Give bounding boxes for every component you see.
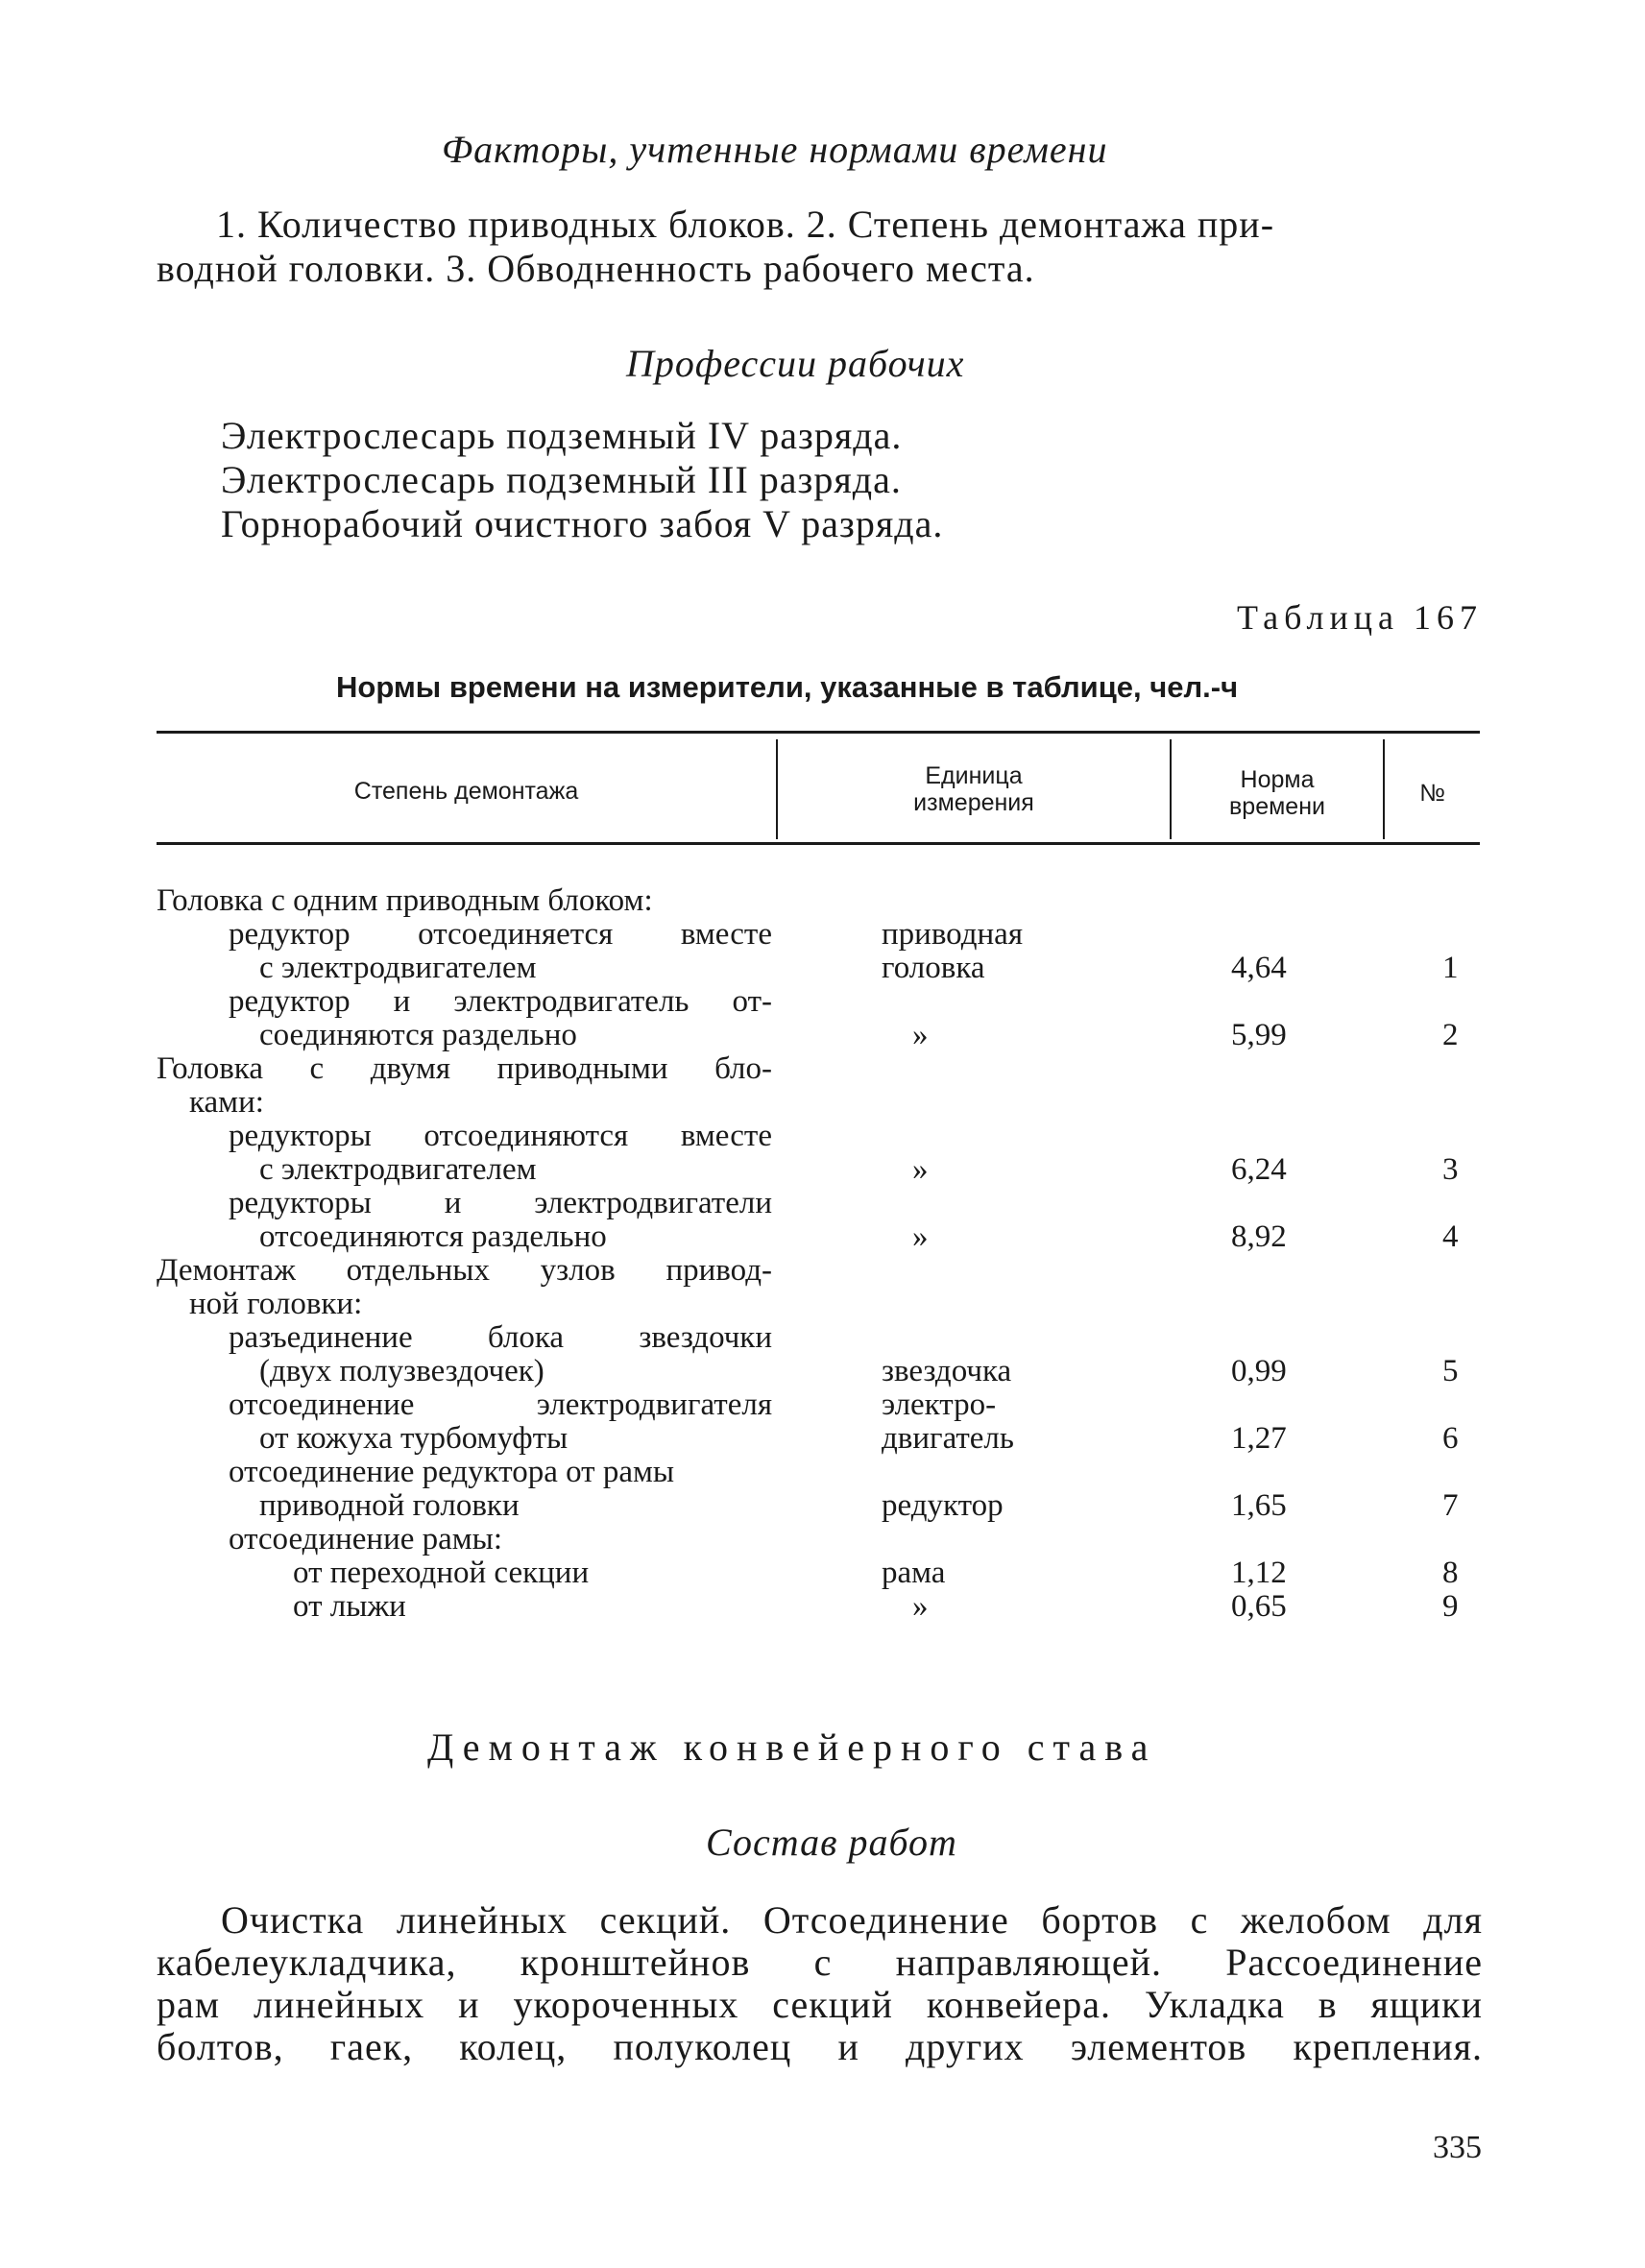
table-desc-line: редукторы отсоединяются вместе xyxy=(229,1119,772,1153)
table-norm: 1,65 xyxy=(1231,1488,1287,1523)
factors-line-1: 1. Количество приводных блоков. 2. Степень демонтажа при- xyxy=(216,203,1275,246)
profession-item: Горнорабочий очистного забоя V разряда. xyxy=(221,502,944,545)
table-unit: редуктор xyxy=(882,1488,1004,1523)
header-degree: Степень демонтажа xyxy=(353,778,579,805)
table-num: 6 xyxy=(1442,1421,1459,1456)
header-norm-line-2: времени xyxy=(1229,793,1325,820)
table-desc-line: от лыжи xyxy=(293,1589,406,1624)
section-paragraph-line: Очистка линейных секций. Отсоединение бортов с желобом для xyxy=(221,1898,1483,1942)
section-paragraph-line: болтов, гаек, колец, полуколец и других элементов крепления. xyxy=(157,2025,1483,2068)
table-top-rule xyxy=(157,731,1480,734)
table-desc-line: редуктор отсоединяется вместе xyxy=(229,917,772,952)
page-number: 335 xyxy=(1433,2130,1482,2165)
table-desc-line: отсоединение электродвигателя xyxy=(229,1387,772,1422)
table-desc-line: приводной головки xyxy=(259,1488,520,1523)
table-desc-line: (двух полузвездочек) xyxy=(259,1354,544,1388)
table-norm: 8,92 xyxy=(1231,1219,1287,1254)
table-num: 9 xyxy=(1442,1589,1459,1624)
table-desc-line: ками: xyxy=(189,1085,264,1120)
table-caption: Нормы времени на измерители, указанные в таблице, чел.-ч xyxy=(336,670,1239,704)
table-num: 1 xyxy=(1442,951,1459,985)
profession-item: Электрослесарь подземный III разряда. xyxy=(221,458,902,501)
table-norm: 0,65 xyxy=(1231,1589,1287,1624)
table-norm: 0,99 xyxy=(1231,1354,1287,1388)
table-desc-line: с электродвигателем xyxy=(259,1152,537,1187)
table-desc-line: редукторы и электродвигатели xyxy=(229,1186,772,1220)
table-label: Таблица 167 xyxy=(1237,598,1483,637)
table-desc-line: редуктор и электродвигатель от- xyxy=(229,984,772,1019)
table-desc-line: с электродвигателем xyxy=(259,951,537,985)
table-unit: » xyxy=(912,1152,929,1187)
table-desc-line: ной головки: xyxy=(189,1287,363,1321)
profession-item: Электрослесарь подземный IV разряда. xyxy=(221,414,903,457)
table-desc-line: разъединение блока звездочки xyxy=(229,1320,772,1355)
table-desc-line: Головка с двумя приводными бло- xyxy=(157,1051,772,1086)
table-desc-line: от переходной секции xyxy=(293,1556,590,1590)
factors-heading: Факторы, учтенные нормами времени xyxy=(442,128,1108,171)
section-title: Демонтаж конвейерного става xyxy=(427,1725,1157,1769)
section-paragraph-line: кабелеукладчика, кронштейнов с направляющей. Рассоединение xyxy=(157,1941,1483,1984)
table-unit: головка xyxy=(882,951,985,985)
header-num: № xyxy=(1419,780,1445,807)
factors-line-2: водной головки. 3. Обводненность рабочего места. xyxy=(157,247,1035,290)
header-norm-line-1: Норма xyxy=(1240,766,1315,793)
table-norm: 1,12 xyxy=(1231,1556,1287,1590)
table-unit: рама xyxy=(882,1556,946,1590)
header-unit-line-2: измерения xyxy=(913,789,1034,816)
table-num: 7 xyxy=(1442,1488,1459,1523)
section-subheading: Состав работ xyxy=(706,1821,957,1864)
table-norm: 6,24 xyxy=(1231,1152,1287,1187)
table-num: 3 xyxy=(1442,1152,1459,1187)
table-norm: 4,64 xyxy=(1231,951,1287,985)
table-desc-line: отсоединение рамы: xyxy=(229,1522,502,1556)
table-desc-line: отсоединяются раздельно xyxy=(259,1219,607,1254)
table-unit: звездочка xyxy=(882,1354,1012,1388)
table-unit: » xyxy=(912,1589,929,1624)
table-norm: 5,99 xyxy=(1231,1018,1287,1052)
table-desc-line: отсоединение редуктора от рамы xyxy=(229,1455,675,1489)
header-unit-line-1: Единица xyxy=(925,762,1023,789)
table-desc-line: от кожуха турбомуфты xyxy=(259,1421,568,1456)
table-header-rule xyxy=(157,842,1480,845)
table-unit: электро- xyxy=(882,1387,997,1422)
table-unit: » xyxy=(912,1018,929,1052)
table-num: 5 xyxy=(1442,1354,1459,1388)
table-desc-line: Демонтаж отдельных узлов привод- xyxy=(157,1253,772,1288)
table-unit: приводная xyxy=(882,917,1024,952)
table-num: 2 xyxy=(1442,1018,1459,1052)
table-num: 8 xyxy=(1442,1556,1459,1590)
section-paragraph-line: рам линейных и укороченных секций конвейера. Укладка в ящики xyxy=(157,1983,1483,2026)
professions-heading: Профессии рабочих xyxy=(626,342,965,385)
table-norm: 1,27 xyxy=(1231,1421,1287,1456)
table-unit: двигатель xyxy=(882,1421,1014,1456)
table-desc-line: Головка с одним приводным блоком: xyxy=(157,883,653,918)
table-unit: » xyxy=(912,1219,929,1254)
table-desc-line: соединяются раздельно xyxy=(259,1018,577,1052)
table-num: 4 xyxy=(1442,1219,1459,1254)
